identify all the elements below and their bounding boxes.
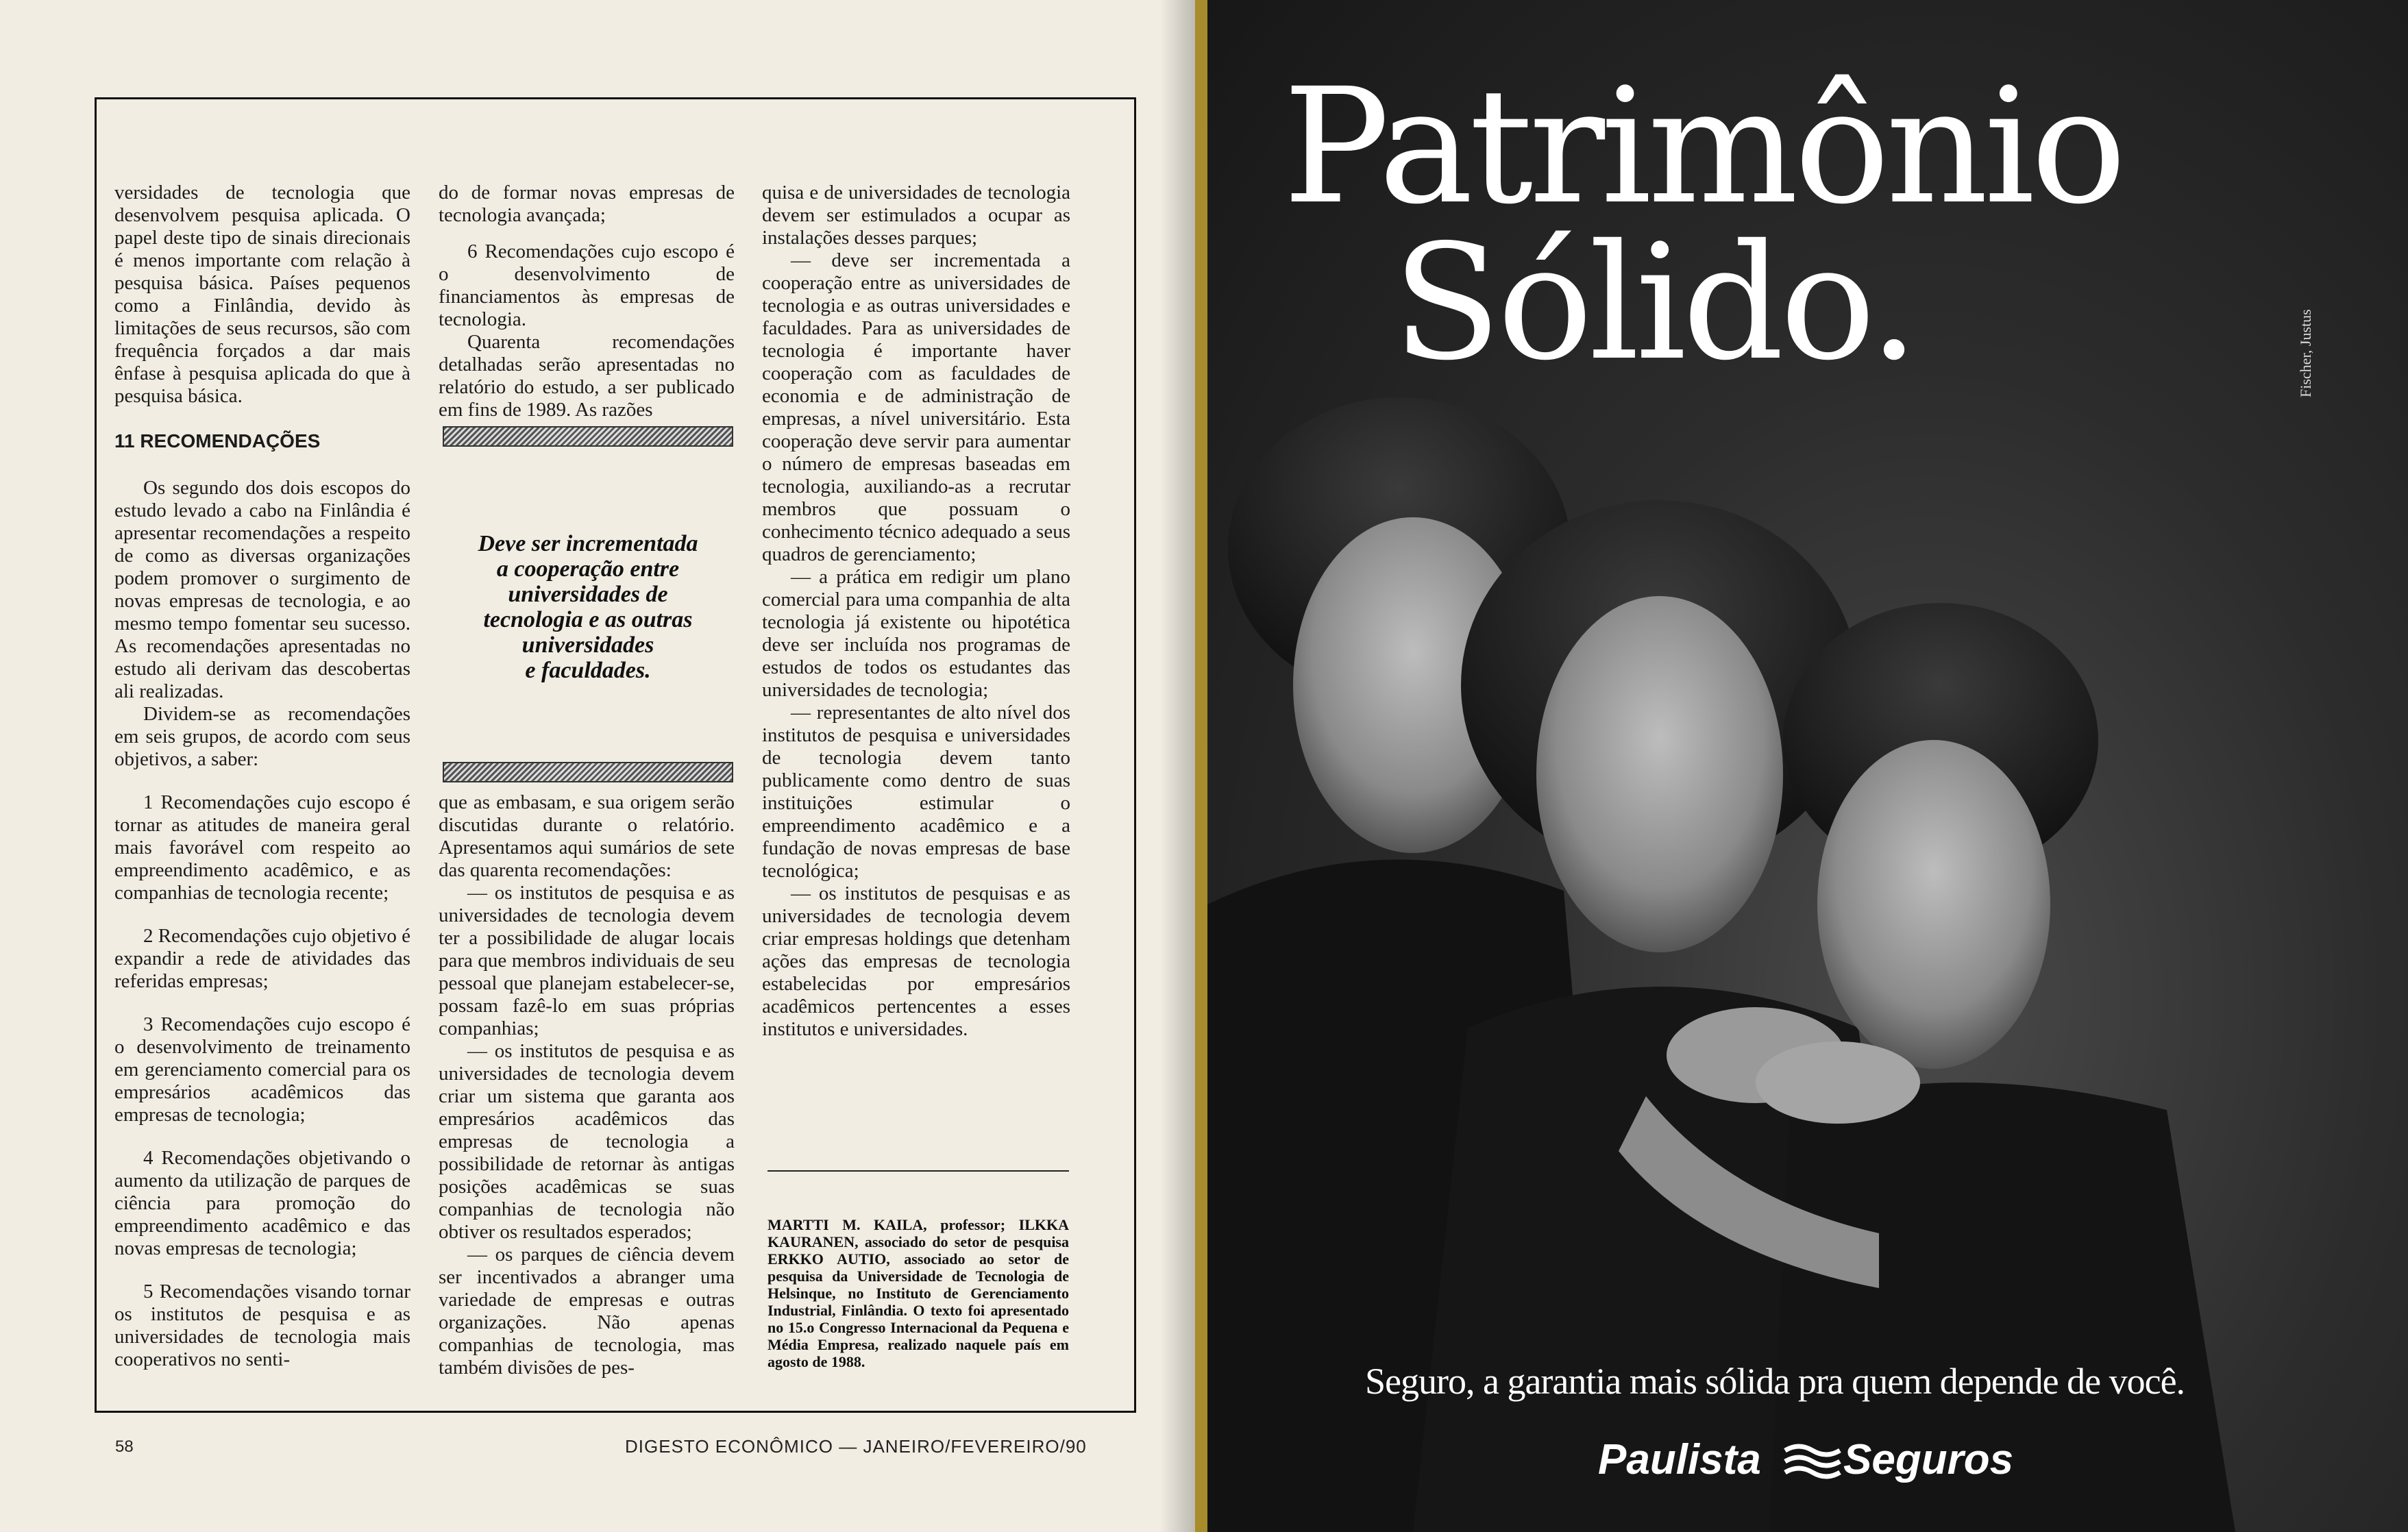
running-footer: DIGESTO ECONÔMICO — JANEIRO/FEVEREIRO/90 (625, 1436, 1087, 1457)
paragraph: quisa e de universidades de tecnologia devem ser estimulados a ocupar as instalações desses parques; (762, 182, 1070, 249)
headline-line: Patrimônio (1283, 54, 2123, 239)
photo-credit: Fischer, Justus (2297, 309, 2314, 397)
paragraph: 4 Recomendações objetivando o aumento da utilização de parques de ciência para promoção do empreendimento acadêmico e das novas empresas de tecnologia; (114, 1147, 410, 1259)
paragraph: versidades de tecnologia que desenvolvem pesquisa aplicada. O papel deste tipo de sinais direcionais é menos importante com relação à pesquisa básica. Países pequenos como a Finlândia, devido às limitações de seus recursos, são com frequência forçados a dar mais ênfase à pesquisa aplicada do que à pesquisa básica. (114, 182, 410, 407)
paragraph: 5 Recomendações visando tornar os institutos de pesquisa e as universidades de tecnologia mais cooperativos no senti- (114, 1281, 410, 1370)
list-item: — a prática em redigir um plano comercial para uma companhia de alta tecnologia já existente ou hipotética deve ser incluída nos programas de estudos de todos os estudantes das universidades de tecnologia; (762, 566, 1070, 701)
headline-line: Sólido. (1392, 210, 1915, 395)
text-column-1 (114, 182, 410, 1371)
paragraph: 3 Recomendações cujo escopo é o desenvolvimento de treinamento em gerenciamento comercial para os empresários acadêmicos das empresas de tecnologia; (114, 1013, 410, 1126)
list-item: — os institutos de pesquisa e as universidades de tecnologia devem criar um sistema que garanta aos empresários acadêmicos das empresas de tecnologia a possibilidade de retornar às antigas posições acadêmicas se suas companhias de tecnologia não obtiver os resultados esperados; (439, 1040, 735, 1243)
pull-quote-line: e faculdades. (525, 658, 651, 683)
paragraph: 6 Recomendações cujo escopo é o desenvolvimento de financiamentos às empresas de tecnologia. (439, 240, 735, 330)
text-column-2 (439, 182, 735, 421)
brand-logo-lockup (1598, 1435, 2146, 1490)
divider (767, 1170, 1069, 1172)
paragraph: 2 Recomendações cujo objetivo é expandir a rede de atividades das referidas empresas; (114, 925, 410, 992)
pull-quote-line: a cooperação entre (496, 556, 680, 582)
section-heading: 11 RECOMENDAÇÕES (114, 430, 321, 452)
text-column-2-continued (439, 791, 735, 1379)
page-number: 58 (115, 1437, 134, 1456)
text-column-3 (762, 182, 1070, 1041)
ad-tagline: Seguro, a garantia mais sólida pra quem depende de você. (1365, 1361, 2185, 1402)
paragraph: Dividem-se as recomendações em seis grupos, de acordo com seus objetivos, a saber: (114, 703, 410, 770)
brand-name-second: Seguros (1843, 1436, 2014, 1483)
decorative-rule-top (443, 426, 733, 447)
paragraph: Os segundo dos dois escopos do estudo levado a cabo na Finlândia é apresentar recomendações a respeito de como as diversas organizações podem promover o surgimento de novas empresas de tecnologia, e ao mesmo tempo fomentar seu sucesso. As recomendações apresentadas no estudo ali derivam das descobertas ali realizadas. (114, 477, 410, 702)
binding-gutter (1195, 0, 1207, 1532)
brand-name-first: Paulista (1598, 1436, 1761, 1483)
pull-quote (444, 531, 732, 683)
paragraph: Quarenta recomendações detalhadas serão apresentadas no relatório do estudo, a ser publicado em fins de 1989. As razões (439, 331, 735, 421)
paragraph: que as embasam, e sua origem serão discutidas durante o relatório. Apresentamos aqui sumários de sete das quarenta recomendações: (439, 791, 735, 881)
pull-quote-line: tecnologia e as outras (483, 607, 693, 632)
pull-quote-line: universidades de (508, 582, 668, 607)
pull-quote-line: universidades (521, 632, 654, 658)
author-bio: MARTTI M. KAILA, professor; ILKKA KAURANEN, associado do setor de pesquisa ERKKO AUTIO, associado ao setor de pesquisa da Universidade de Tecnologia de Helsinque, no Instituto de Gerenciamento Industrial, Finlândia. O texto foi apresentado no 15.o Congresso Internacional da Pequena e Média Empresa, realizado naquele país em agosto de 1988. (767, 1216, 1069, 1370)
ad-headline (1283, 54, 2311, 395)
list-item: — deve ser incrementada a cooperação entre as universidades de tecnologia e as outras universidades e faculdades. Para as universidades de tecnologia é importante haver cooperação com as faculdades de economia e de administração de empresas, a nível universitário. Esta cooperação deve servir para aumentar o número de empresas baseadas em tecnologia, auxiliando-as a recrutar membros que possuam o conhecimento técnico adequado a seus quadros de gerenciamento; (762, 249, 1070, 565)
list-item: — representantes de alto nível dos institutos de pesquisa e universidades de tecnologia devem tanto publicamente como dentro de suas instituições estimular o empreendimento acadêmico e a fundação de novas empresas de base tecnológica; (762, 702, 1070, 882)
paragraph: 1 Recomendações cujo escopo é tornar as atitudes de maneira geral mais favorável com respeito ao empreendimento acadêmico, e as companhias de tecnologia recente; (114, 791, 410, 904)
paragraph: do de formar novas empresas de tecnologia avançada; (439, 182, 735, 226)
list-item: — os institutos de pesquisas e as universidades de tecnologia devem criar empresas holdings que detenham ações das empresas de tecnologia estabelecidas por empresários acadêmicos pertencentes a esses institutos e universidades. (762, 882, 1070, 1040)
list-item: — os parques de ciência devem ser incentivados a abranger uma variedade de empresas e outras organizações. Não apenas companhias de tecnologia, mas também divisões de pes- (439, 1244, 735, 1379)
advertisement-page (1207, 0, 2408, 1532)
pull-quote-line: Deve ser incrementada (478, 531, 698, 556)
list-item: — os institutos de pesquisa e as universidades de tecnologia devem ter a possibilidade de alugar locais para que membros individuais de seu pessoal que planejam estabelecer-se, possam fazê-lo em suas próprias companhias; (439, 882, 735, 1039)
triple-wave-logo-icon (1782, 1441, 1843, 1482)
decorative-rule-bottom (443, 762, 733, 782)
